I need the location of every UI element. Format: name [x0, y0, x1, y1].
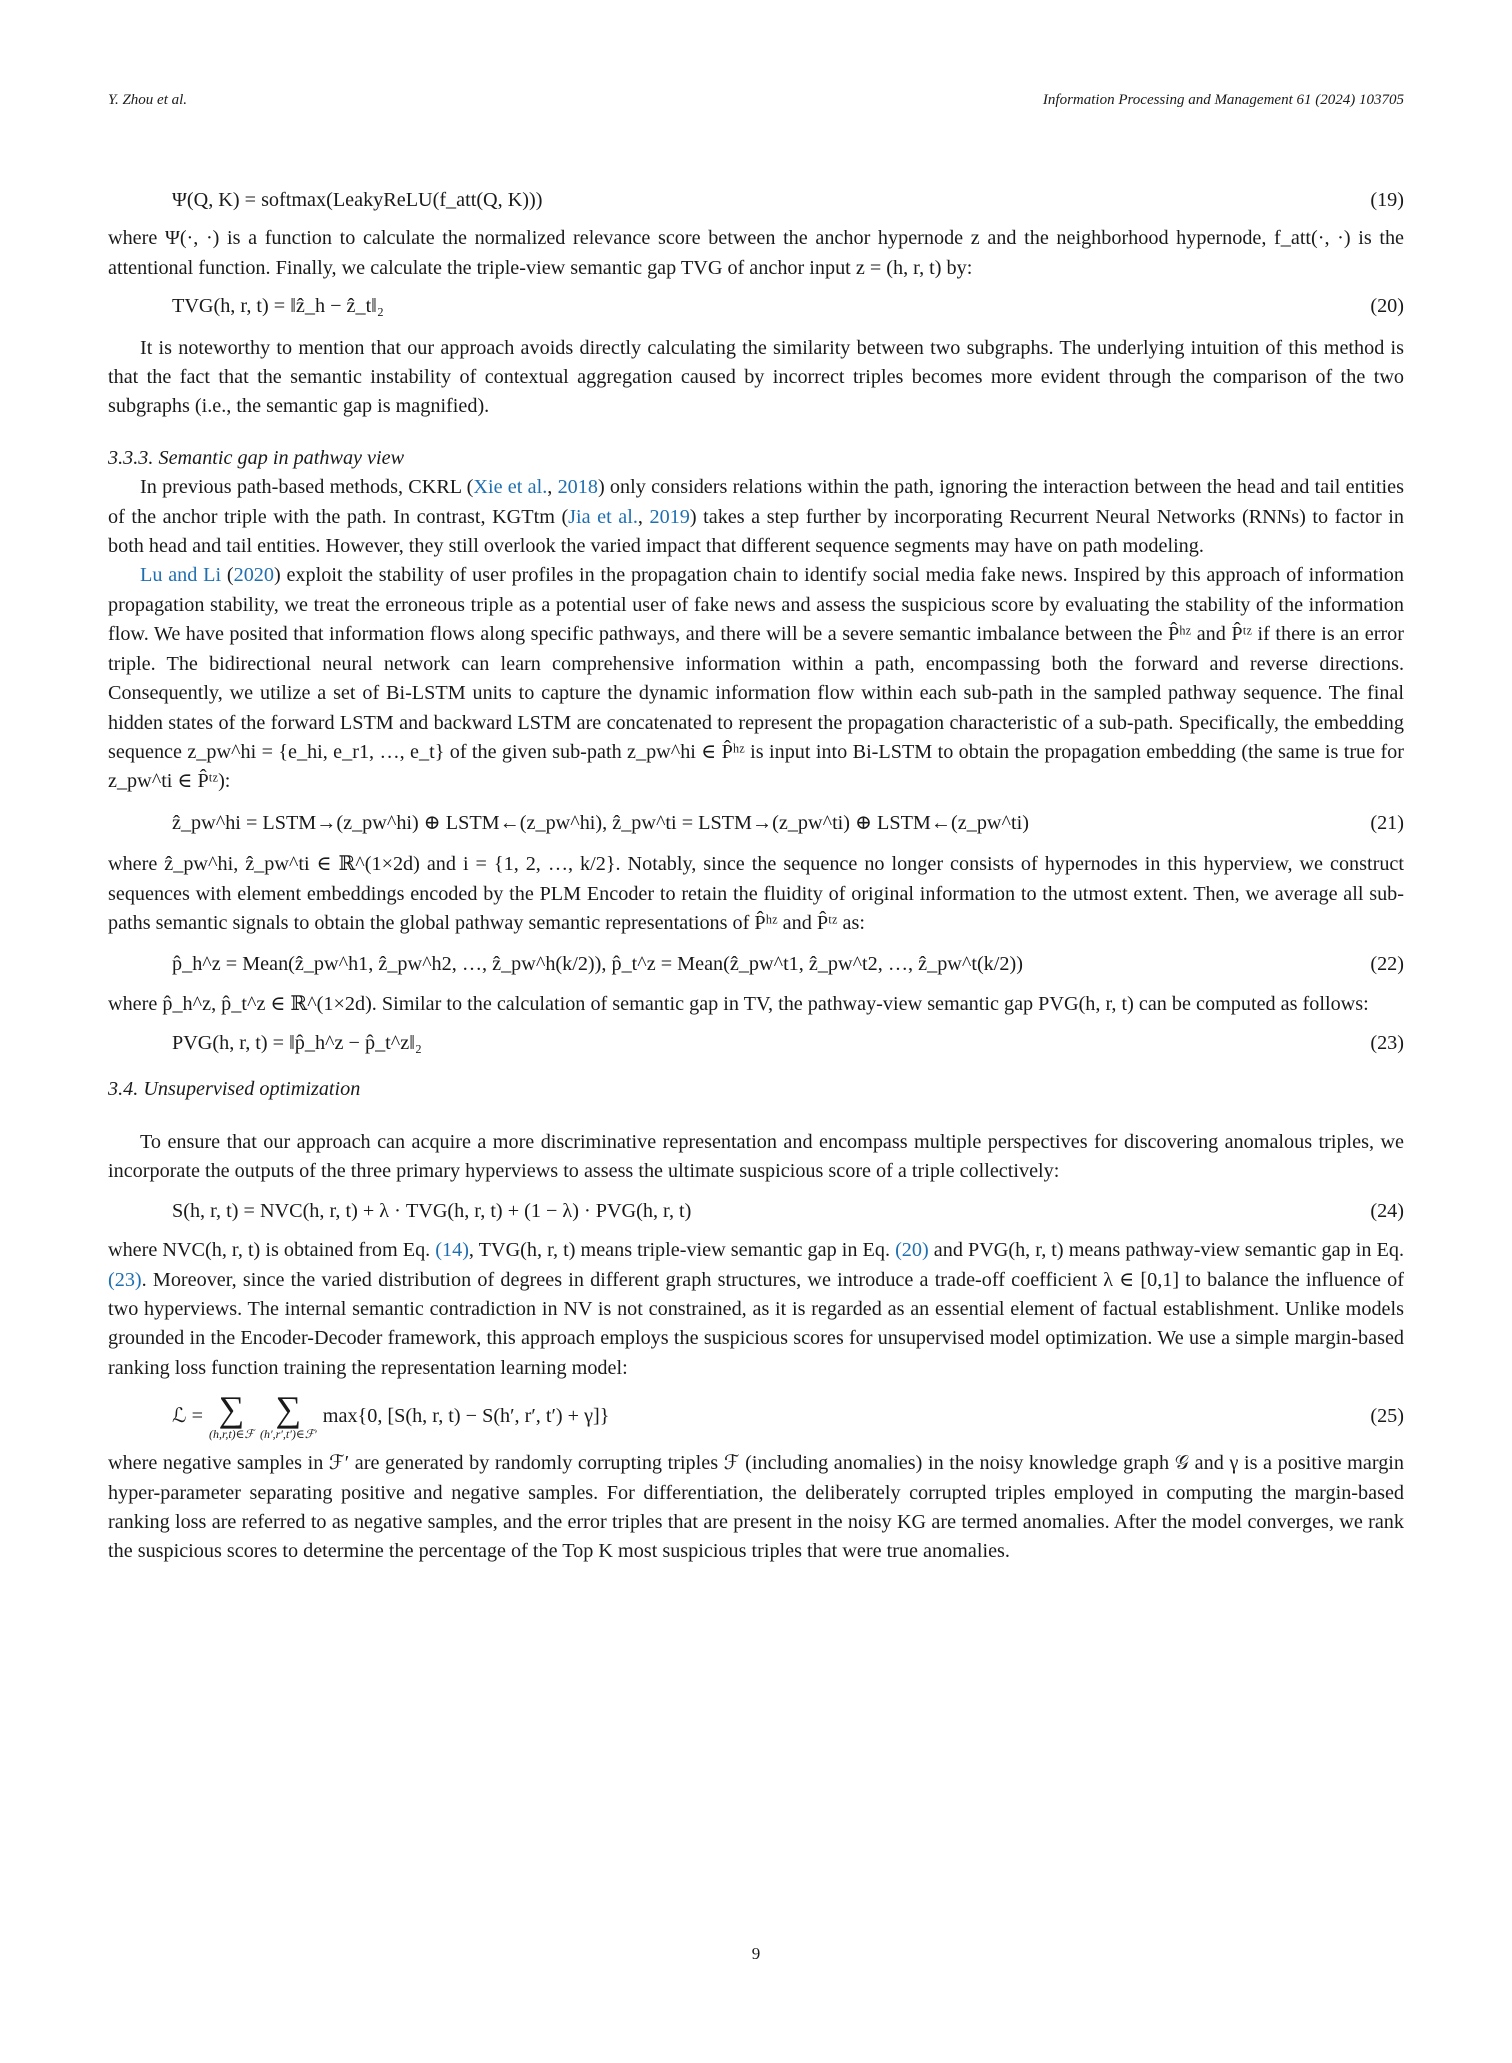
eq-ref-20[interactable]: (20)	[895, 1239, 929, 1262]
equation-22-expression: p̂_h^z = Mean(ẑ_pw^h1, ẑ_pw^h2, …, ẑ_pw^h(k/2)), p̂_t^z = Mean(ẑ_pw^t1, ẑ_pw^t2, …, ẑ_pw^t(k/2))	[172, 953, 1023, 976]
ckrl-text-3: ) only considers relations within the path, ignoring the interaction between the head and tail entities of the anchor triple with the path. In contrast, KGTtm (	[108, 476, 1404, 528]
citation-jia-year[interactable]: 2019	[649, 505, 690, 528]
paragraph-ckrl	[108, 473, 1404, 561]
main-content	[108, 186, 1404, 1567]
ckrl-text-4: ,	[637, 505, 650, 528]
eq-ref-23[interactable]: (23)	[108, 1268, 142, 1291]
citation-xie[interactable]: Xie et al.	[473, 476, 548, 499]
page-number: 9	[751, 1944, 761, 1963]
section-heading-3-3-3: 3.3.3. Semantic gap in pathway view	[108, 446, 405, 469]
eq-ref-14[interactable]: (14)	[435, 1239, 469, 1262]
equation-19	[108, 186, 1404, 215]
sigma-symbol-1: ∑	[218, 1389, 245, 1430]
equation-24-number: (24)	[1370, 1199, 1404, 1222]
running-head	[108, 92, 1404, 109]
equation-21-number: (21)	[1370, 811, 1404, 834]
after24-text-4: . Moreover, since the varied distribution of degrees in different graph structures, we introduce a trade-off coefficient λ ∈ [0,1] to balance the influence of two hyperviews. The internal semantic contradiction in NV is not constrained, as it is regarded as an essential element of factual establishment. Unlike models grounded in the Encoder-Decoder framework, this approach employs the suspicious scores for unsupervised model optimization. We use a simple margin-based ranking loss function training the representation learning model:	[108, 1268, 1404, 1379]
equation-24-expression: S(h, r, t) = NVC(h, r, t) + λ · TVG(h, r, t) + (1 − λ) · PVG(h, r, t)	[172, 1199, 692, 1222]
paragraph-after-eq21: where ẑ_pw^hi, ẑ_pw^ti ∈ ℝ^(1×2d) and i = {1, 2, …, k/2}. Notably, since the sequence no longer consists of hypernodes in this hyperview, we construct sequences with element embeddings encoded by the PLM Encoder to retain the fluidity of original information to the utmost extent. Then, we average all sub-paths semantic signals to obtain the global pathway semantic representations of P̂ʰᶻ and P̂ᵗᶻ as:	[108, 853, 1404, 934]
paragraph-noteworthy: It is noteworthy to mention that our approach avoids directly calculating the similarity between two subgraphs. The underlying intuition of this method is that the fact that the semantic instability of contextual aggregation caused by incorrect triples becomes more evident through the comparison of the two subgraphs (i.e., the semantic gap is magnified).	[108, 336, 1404, 418]
paragraph-ensure: To ensure that our approach can acquire a more discriminative representation and encompass multiple perspectives for discovering anomalous triples, we incorporate the outputs of the three primary hyperviews to assess the ultimate suspicious score of a triple collectively:	[108, 1130, 1404, 1183]
paragraph-after-eq24	[108, 1236, 1404, 1383]
equation-20-number: (20)	[1370, 295, 1404, 318]
equation-25	[108, 1391, 1404, 1441]
lu-text-2: ) exploit the stability of user profiles in the propagation chain to identify social media fake news. Inspired by this approach of information propagation stability, we treat the erroneous triple as a potential user of fake news and assess the suspicious score by evaluating the stability of the information flow. We have posited that information flows along specific pathways, and there will be a severe semantic imbalance between the P̂ʰᶻ and P̂ᵗᶻ if there is an error triple. The bidirectional neural network can learn comprehensive information within a path, encompassing both the forward and reverse directions. Consequently, we utilize a set of Bi-LSTM units to capture the dynamic information flow within each sub-path in the sampled pathway sequence. The final hidden states of the forward LSTM and backward LSTM are concatenated to represent the propagation characteristic of a sub-path. Specifically, the embedding sequence z_pw^hi = {e_hi, e_r1, …, e_t} of the given sub-path z_pw^hi ∈ P̂ʰᶻ is input into Bi-LSTM to obtain the propagation embedding (the same is true for z_pw^ti ∈ P̂ᵗᶻ):	[108, 564, 1404, 793]
header-authors: Y. Zhou et al.	[108, 92, 188, 108]
equation-25-number: (25)	[1370, 1404, 1404, 1427]
equation-23-expression: PVG(h, r, t) = ‖p̂_h^z − p̂_t^z‖₂	[172, 1032, 422, 1055]
sum-1-limit: (h,r,t)∈ℱ	[208, 1427, 254, 1442]
equation-21-expression: ẑ_pw^hi = LSTM→(z_pw^hi) ⊕ LSTM←(z_pw^hi), ẑ_pw^ti = LSTM→(z_pw^ti) ⊕ LSTM←(z_pw^ti)	[172, 811, 1029, 834]
header-journal: Information Processing and Management 61 (2024) 103705	[1042, 92, 1404, 108]
section-heading-3-4: 3.4. Unsupervised optimization	[108, 1077, 361, 1100]
equation-20	[108, 292, 1404, 321]
equation-24	[108, 1197, 1404, 1226]
ckrl-text-2: ,	[547, 476, 558, 499]
sigma-symbol-2: ∑	[275, 1389, 302, 1430]
paragraph-lu-li	[108, 561, 1404, 796]
paragraph-after-eq19: where Ψ(·, ·) is a function to calculate the normalized relevance score between the anchor hypernode z and the neighborhood hypernode, f_att(·, ·) is the attentional function. Finally, we calculate the triple-view semantic gap TVG of anchor input z = (h, r, t) by:	[108, 227, 1404, 279]
equation-20-expression: TVG(h, r, t) = ‖ẑ_h − ẑ_t‖₂	[172, 295, 384, 318]
ckrl-text-1: In previous path-based methods, CKRL (	[140, 476, 474, 499]
equation-23-number: (23)	[1370, 1032, 1404, 1055]
after24-text-2: , TVG(h, r, t) means triple-view semantic gap in Eq.	[468, 1239, 896, 1262]
paragraph-after-eq22: where p̂_h^z, p̂_t^z ∈ ℝ^(1×2d). Similar to the calculation of semantic gap in TV, the pathway-view semantic gap PVG(h, r, t) can be computed as follows:	[108, 992, 1369, 1015]
equation-19-expression: Ψ(Q, K) = softmax(LeakyReLU(f_att(Q, K)))	[172, 189, 543, 211]
equation-25-body: max{0, [S(h, r, t) − S(h′, r′, t′) + γ]}	[322, 1404, 610, 1427]
after24-text-3: and PVG(h, r, t) means pathway-view semantic gap in Eq.	[928, 1239, 1404, 1262]
citation-lu-li-year[interactable]: 2020	[233, 564, 274, 587]
citation-xie-year[interactable]: 2018	[557, 476, 598, 499]
after24-text-1: where NVC(h, r, t) is obtained from Eq.	[108, 1239, 436, 1262]
lu-text-1: (	[221, 564, 234, 587]
sum-operator-1	[209, 1391, 254, 1441]
equation-23	[108, 1029, 1404, 1058]
equation-21	[108, 809, 1404, 838]
equation-22-number: (22)	[1370, 953, 1404, 976]
equation-25-expression	[172, 1391, 609, 1441]
citation-jia[interactable]: Jia et al.	[568, 505, 638, 528]
sum-operator-2	[260, 1391, 317, 1441]
paragraph-final: where negative samples in ℱ′ are generated by randomly corrupting triples ℱ (including anomalies) in the noisy knowledge graph 𝒢 and γ is a positive margin hyper-parameter separating positive and negative samples. For differentiation, the deliberately corrupted triples employed in computing the margin-based ranking loss are referred to as negative samples, and the error triples that are present in the noisy KG are termed anomalies. After the model converges, we rank the suspicious scores to determine the percentage of the Top K most suspicious triples that were true anomalies.	[108, 1452, 1404, 1563]
equation-25-lhs: ℒ =	[172, 1404, 203, 1427]
equation-22	[108, 950, 1404, 979]
sum-2-limit: (h′,r′,t′)∈ℱ′	[259, 1427, 317, 1442]
equation-19-number: (19)	[1370, 189, 1404, 211]
citation-lu-li[interactable]: Lu and Li	[140, 564, 222, 587]
ckrl-text-5: ) takes a step further by incorporating Recurrent Neural Networks (RNNs) to factor in both head and tail entities. However, they still overlook the varied impact that different sequence segments may have on path modeling.	[108, 505, 1404, 558]
